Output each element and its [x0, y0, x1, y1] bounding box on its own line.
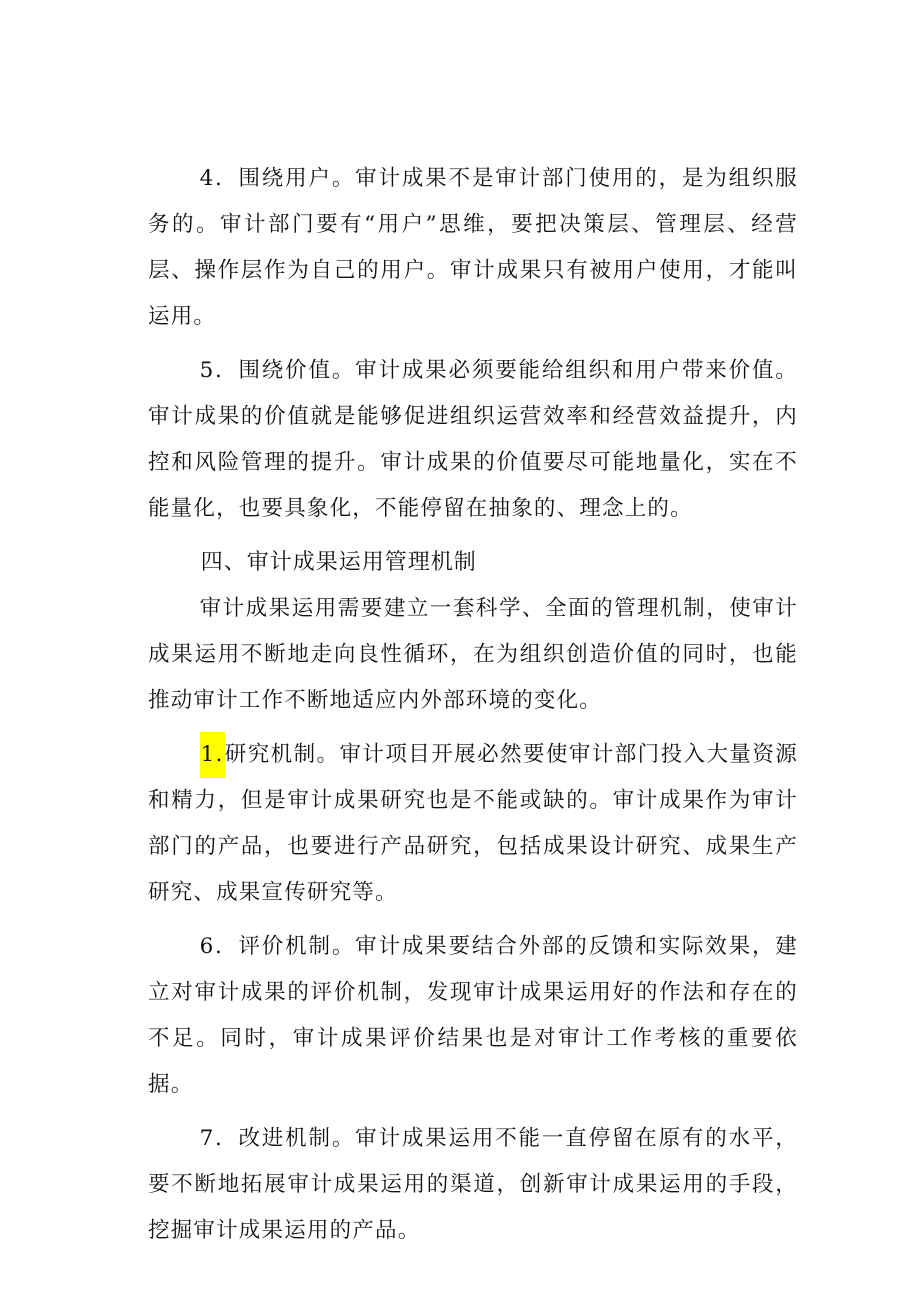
section-heading: 四、审计成果运用管理机制: [200, 550, 477, 575]
highlighted-number: 1.: [200, 732, 225, 778]
paragraph-number: 4: [199, 166, 215, 191]
paragraph-text: ．评价机制。审计成果要结合外部的反馈和实际效果，建立对审计成果的评价机制，发现审计成果运用好的作法和存在的不足。同时，审计成果评价结果也是对审计工作考核的重要依据。: [148, 934, 798, 1097]
paragraph-text: ．围绕价值。审计成果必须要能给组织和用户带来价值。审计成果的价值就是能够促进组织运营效率和经营效益提升，内控和风险管理的提升。审计成果的价值要尽可能地量化，实在不能量化，也要具象化，不能停留在抽象的、理念上的。: [148, 358, 798, 521]
paragraph-6: [148, 924, 798, 1108]
paragraph-number: 5: [199, 358, 215, 383]
paragraph-number: 6: [199, 934, 215, 959]
paragraph-5: [148, 348, 798, 532]
paragraph-4: [148, 156, 798, 340]
paragraph-7: [148, 1116, 798, 1254]
paragraph-text: ．围绕用户。审计成果不是审计部门使用的，是为组织服务的。审计部门要有“用户”思维，要把决策层、管理层、经营层、操作层作为自己的用户。审计成果只有被用户使用，才能叫运用。: [148, 166, 798, 329]
document-page: [148, 156, 798, 1262]
paragraph-1: [148, 732, 798, 916]
paragraph-number: 7: [199, 1126, 215, 1151]
intro-paragraph: 审计成果运用需要建立一套科学、全面的管理机制，使审计成果运用不断地走向良性循环，在为组织创造价值的同时，也能推动审计工作不断地适应内外部环境的变化。: [148, 596, 798, 713]
paragraph-text: ．改进机制。审计成果运用不能一直停留在原有的水平，要不断地拓展审计成果运用的渠道，创新审计成果运用的手段，挖掘审计成果运用的产品。: [148, 1126, 798, 1243]
paragraph-text: 研究机制。审计项目开展必然要使审计部门投入大量资源和精力，但是审计成果研究也是不能或缺的。审计成果作为审计部门的产品，也要进行产品研究，包括成果设计研究、成果生产研究、成果宣传研究等。: [148, 742, 798, 905]
